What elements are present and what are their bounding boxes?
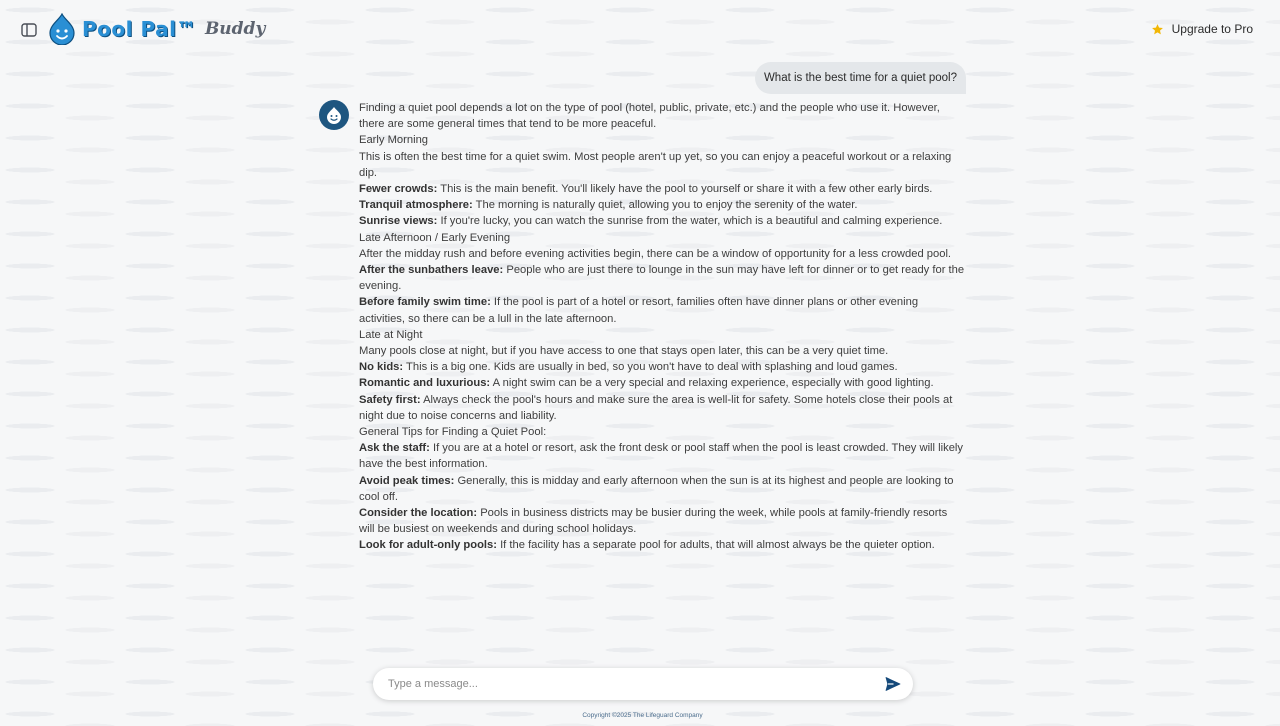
reply-paragraph — [359, 392, 965, 424]
reply-text: Pools in business districts may be busier during the week, while pools at family-friendly resorts will be busiest on weekends and during school holidays. — [359, 507, 948, 536]
reply-bold-label: No kids: — [359, 361, 404, 374]
reply-paragraph — [359, 537, 965, 553]
reply-paragraph — [359, 440, 965, 472]
reply-paragraph — [359, 181, 965, 197]
reply-text: If you're lucky, you can watch the sunrise from the water, which is a beautiful and calming experience. — [440, 215, 943, 228]
reply-bold-label: Tranquil atmosphere: — [359, 199, 473, 212]
reply-bold-label: Sunrise views: — [359, 215, 438, 228]
reply-paragraph — [359, 230, 965, 246]
reply-text: After the midday rush and before evening activities begin, there can be a window of opportunity for a less crowded pool. — [359, 247, 952, 260]
reply-text: Generally, this is midday and early afternoon when the sun is at its highest and people are looking to cool off. — [359, 474, 954, 503]
reply-text: Many pools close at night, but if you have access to one that stays open later, this can be a very quiet time. — [359, 345, 889, 358]
copyright-text: Copyright ©2025 The Lifeguard Company — [582, 712, 703, 719]
reply-text: This is a big one. Kids are usually in bed, so you won't have to deal with splashing and loud games. — [406, 361, 898, 374]
reply-paragraph — [359, 505, 965, 537]
reply-text: Early Morning — [359, 134, 429, 147]
reply-paragraph — [359, 473, 965, 505]
reply-bold-label: After the sunbathers leave: — [359, 264, 504, 277]
reply-bold-label: Ask the staff: — [359, 442, 430, 455]
upgrade-button[interactable] — [1151, 22, 1253, 36]
reply-text: This is often the best time for a quiet swim. Most people aren't up yet, so you can enjoy a peaceful workout or a relaxing dip. — [359, 150, 952, 179]
reply-text: The morning is naturally quiet, allowing you to enjoy the serenity of the water. — [475, 199, 858, 212]
reply-paragraph — [359, 132, 965, 148]
reply-text: General Tips for Finding a Quiet Pool: — [359, 426, 547, 439]
app-logo[interactable] — [48, 13, 265, 45]
reply-paragraph — [359, 213, 965, 229]
reply-text: Late Afternoon / Early Evening — [359, 231, 511, 244]
reply-text: Late at Night — [359, 328, 423, 341]
reply-text: If the pool is part of a hotel or resort, families often have dinner plans or other evening activities, so there can be a lull in the late afternoon. — [359, 296, 919, 325]
user-message-text: What is the best time for a quiet pool? — [763, 72, 957, 84]
reply-paragraph — [359, 149, 965, 181]
reply-text: A night swim can be a very special and relaxing experience, especially with good lighting. — [492, 377, 934, 390]
assistant-avatar — [319, 100, 349, 130]
upgrade-label: Upgrade to Pro — [1171, 22, 1253, 36]
reply-paragraph — [359, 424, 965, 440]
star-icon — [1151, 23, 1164, 36]
reply-text: This is the main benefit. You'll likely have the pool to yourself or share it with a few other early birds. — [440, 183, 933, 196]
reply-bold-label: Consider the location: — [359, 507, 478, 520]
reply-text: If you are at a hotel or resort, ask the front desk or pool staff when the pool is least crowded. They will likely have the best information. — [359, 442, 964, 471]
brand-subtitle: Buddy — [204, 19, 266, 39]
reply-text: Finding a quiet pool depends a lot on the type of pool (hotel, public, private, etc.) and the people who use it. However, there are some general times that tend to be more peaceful. — [359, 102, 940, 131]
reply-paragraph — [359, 262, 965, 294]
sidebar-toggle-button[interactable] — [20, 21, 38, 39]
reply-paragraph — [359, 343, 965, 359]
smiley-avatar-icon — [324, 105, 344, 125]
brand-name: Pool Pal™ — [82, 17, 197, 41]
reply-paragraph — [359, 359, 965, 375]
reply-text: People who are just there to lounge in the sun may have left for dinner or to get ready for the evening. — [359, 264, 965, 293]
reply-bold-label: Before family swim time: — [359, 296, 491, 309]
user-message-bubble — [755, 62, 966, 94]
reply-bold-label: Look for adult-only pools: — [359, 539, 497, 552]
smiley-drop-logo — [48, 13, 76, 45]
reply-bold-label: Fewer crowds: — [359, 183, 438, 196]
send-button[interactable] — [885, 676, 901, 692]
sidebar-toggle-icon — [20, 21, 38, 39]
send-icon — [885, 676, 901, 692]
reply-paragraph — [359, 246, 965, 262]
reply-paragraph — [359, 327, 965, 343]
reply-paragraph — [359, 294, 965, 326]
reply-bold-label: Avoid peak times: — [359, 474, 455, 487]
reply-text: If the facility has a separate pool for adults, that will almost always be the quieter option. — [500, 539, 935, 552]
message-input[interactable] — [388, 668, 878, 700]
message-composer — [373, 668, 913, 700]
reply-bold-label: Safety first: — [359, 393, 421, 406]
reply-paragraph — [359, 100, 965, 132]
reply-bold-label: Romantic and luxurious: — [359, 377, 491, 390]
reply-text: Always check the pool's hours and make sure the area is well-lit for safety. Some hotels close their pools at night due to noise concerns and liability. — [359, 393, 953, 422]
assistant-reply — [359, 100, 965, 554]
header — [0, 0, 1280, 60]
reply-paragraph — [359, 375, 965, 391]
reply-paragraph — [359, 197, 965, 213]
